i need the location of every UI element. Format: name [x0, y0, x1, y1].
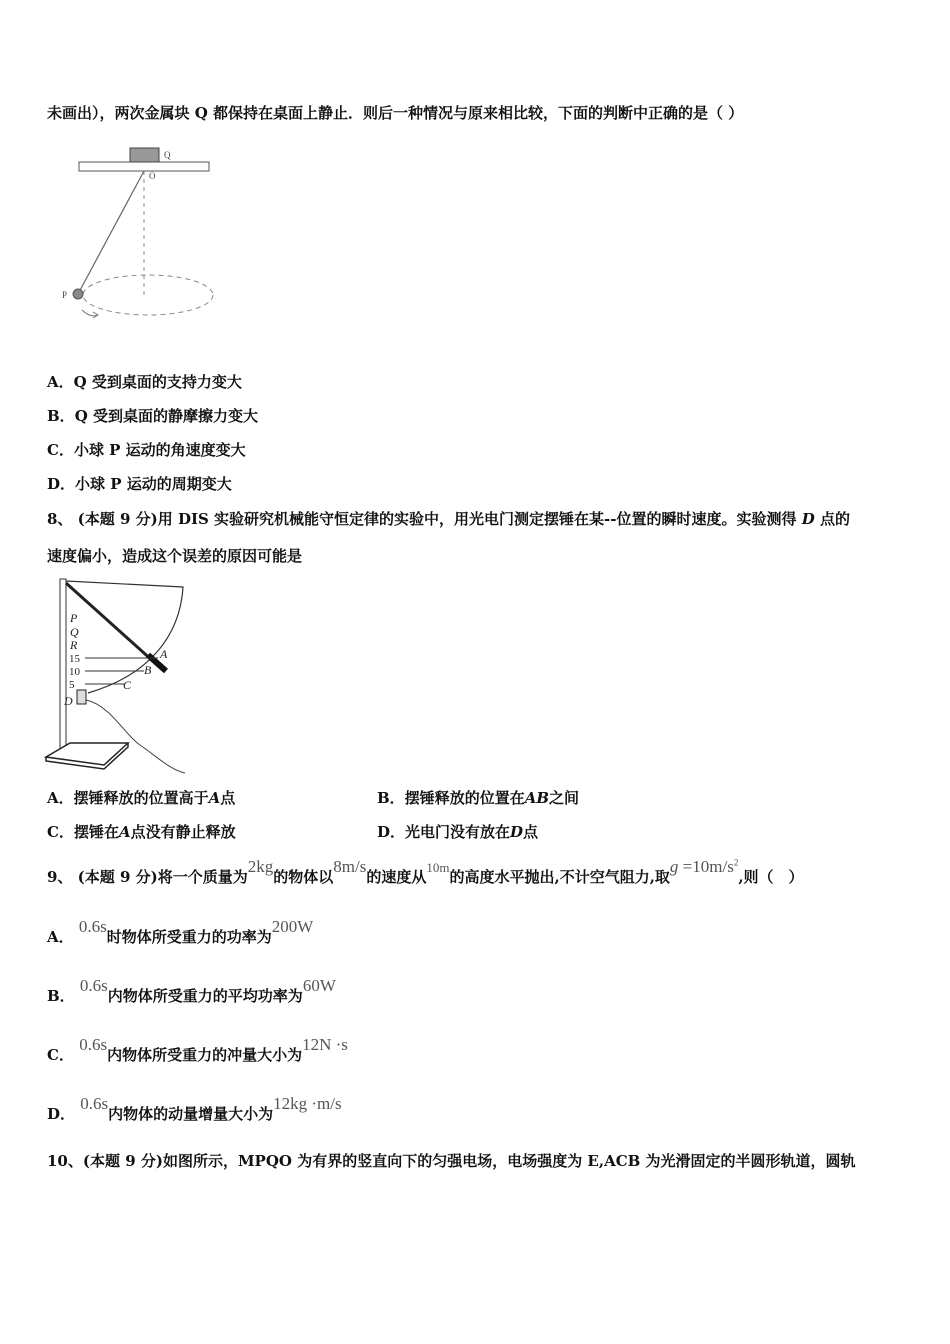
q9-option-c[interactable]: C． 0.6s内物体所受重力的冲量大小为12N ·s: [47, 1035, 348, 1064]
circular-path: [83, 275, 213, 315]
q7-conical-pendulum-figure: [60, 140, 230, 330]
q7-option-b[interactable]: B．Q 受到桌面的静摩擦力变大: [47, 407, 258, 425]
rotation-arrow: [82, 310, 98, 316]
svg-text:P: P: [70, 611, 78, 625]
stand-rod: [60, 579, 66, 749]
svg-text:10: 10: [69, 666, 80, 678]
svg-text:Q: Q: [70, 625, 79, 639]
svg-text:D: D: [64, 694, 73, 708]
q8-stem-line2: 速度偏小，造成这个误差的原因可能是: [47, 547, 303, 565]
label-p: P: [62, 290, 68, 300]
stand-base: [46, 743, 128, 765]
arrow-head: [93, 312, 98, 318]
table-surface: [79, 162, 209, 171]
q8-dis-apparatus-figure: [40, 575, 200, 780]
q7-option-a[interactable]: A．Q 受到桌面的支持力变大: [47, 373, 242, 391]
mass-value: 2kg: [247, 857, 274, 876]
q8-option-c[interactable]: C．摆锤在A点没有静止释放: [47, 823, 236, 841]
svg-text:R: R: [70, 638, 78, 652]
q9-option-d[interactable]: D． 0.6s内物体的动量增量大小为12kg ·m/s: [47, 1094, 342, 1123]
q8-stem-line1: 8、 (本题 9 分)用 DIS 实验研究机械能守恒定律的实验中，用光电门测定摆锤在某--位置的瞬时速度。实验测得 D 点的: [47, 510, 850, 528]
ball-p: [73, 289, 83, 299]
q9-option-a[interactable]: A． 0.6s时物体所受重力的功率为200W: [47, 917, 314, 946]
speed-value: 8m/s: [333, 857, 367, 876]
height-value: 10m: [426, 860, 450, 875]
svg-text:15: 15: [69, 653, 80, 665]
svg-text:C: C: [123, 678, 132, 692]
q8-option-a[interactable]: A．摆锤释放的位置高于A点: [47, 789, 236, 807]
label-q: Q: [164, 150, 171, 160]
q9-option-b[interactable]: B． 0.6s内物体所受重力的平均功率为60W: [47, 976, 336, 1005]
q8-option-b[interactable]: B．摆锤释放的位置在AB之间: [377, 789, 580, 807]
metal-block-q: [130, 148, 159, 162]
q9-stem: 9、 (本题 9 分)将一个质量为2kg的物体以8m/s的速度从10m的高度水平抛出,不计空气阻力,取$g =10m/s^2$,则（ ）: [47, 857, 804, 886]
q10-stem: 10、(本题 9 分)如图所示，MPQO 为有界的竖直向下的匀强电场，电场强度为 E,ACB 为光滑固定的半圆形轨道，圆轨: [47, 1152, 856, 1170]
svg-text:A: A: [160, 647, 168, 661]
svg-text:B: B: [144, 663, 152, 677]
svg-text:5: 5: [69, 679, 75, 691]
q7-intro-line: 未画出），两次金属块 Q 都保持在桌面上静止．则后一种情况与原来相比较，下面的判断中正确的是（ ）: [47, 104, 744, 122]
q7-option-d[interactable]: D．小球 P 运动的周期变大: [47, 475, 232, 493]
q8-option-d[interactable]: D．光电门没有放在D点: [377, 823, 539, 841]
photogate-sensor: [77, 690, 86, 704]
q7-option-c[interactable]: C．小球 P 运动的角速度变大: [47, 441, 246, 459]
label-o: O: [149, 171, 156, 181]
